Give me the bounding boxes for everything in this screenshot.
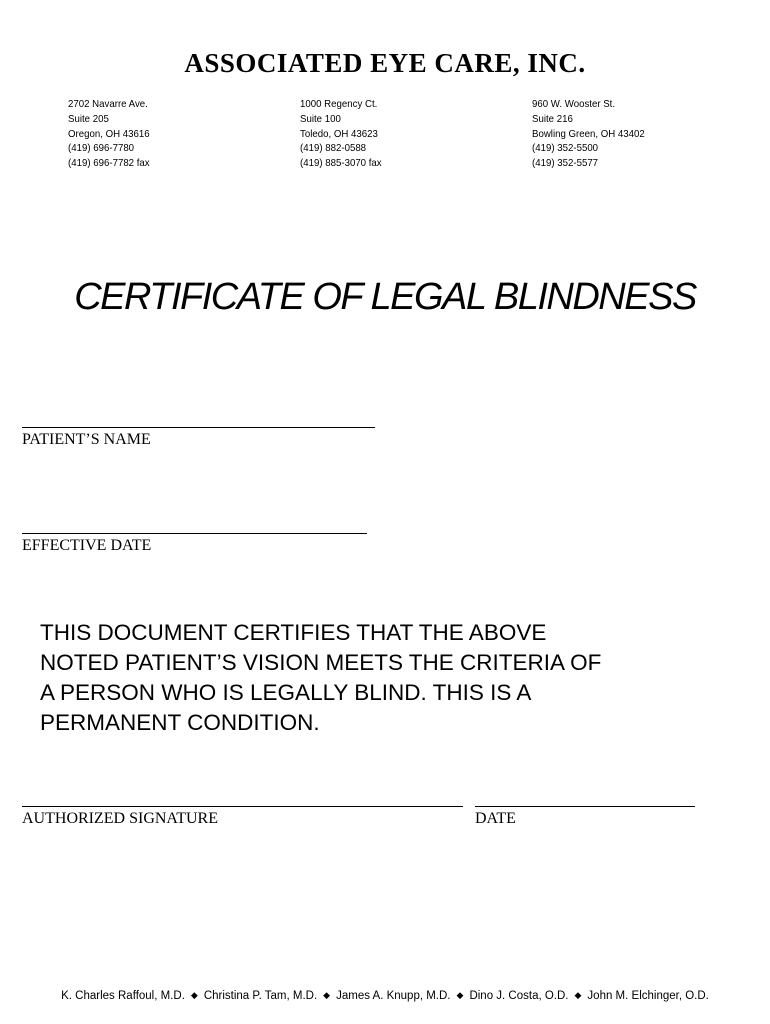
diamond-icon: ◆ <box>456 990 464 1000</box>
company-name: ASSOCIATED EYE CARE, INC. <box>184 48 586 78</box>
statement-line: NOTED PATIENT’S VISION MEETS THE CRITERIA OF <box>40 650 602 675</box>
doctor-name: K. Charles Raffoul, M.D. <box>61 990 185 1002</box>
office-address-bowling-green <box>532 97 645 171</box>
office-address-toledo <box>300 97 382 171</box>
patient-name-label: PATIENT’S NAME <box>22 431 151 448</box>
diamond-icon: ◆ <box>190 990 198 1000</box>
office-fax: (419) 352-5577 <box>532 157 599 170</box>
office-phone: (419) 696-7780 <box>68 142 135 155</box>
statement-line: A PERSON WHO IS LEGALLY BLIND. THIS IS A <box>40 680 532 705</box>
office-city: Oregon, OH 43616 <box>68 127 150 140</box>
office-suite: Suite 100 <box>300 112 341 125</box>
diamond-icon: ◆ <box>574 990 582 1000</box>
signature-label: AUTHORIZED SIGNATURE <box>22 810 218 827</box>
date-label: DATE <box>475 810 516 827</box>
office-street: 2702 Navarre Ave. <box>68 98 148 110</box>
office-suite: Suite 216 <box>532 112 573 125</box>
doctor-name: Dino J. Costa, O.D. <box>469 990 569 1002</box>
doctor-name: Christina P. Tam, M.D. <box>203 990 318 1002</box>
office-fax: (419) 885-3070 fax <box>300 157 382 170</box>
office-street: 1000 Regency Ct. <box>300 98 378 110</box>
effective-date-line[interactable] <box>22 533 367 534</box>
doctors-list <box>0 990 770 1002</box>
certification-statement <box>40 618 740 738</box>
signature-line[interactable] <box>22 806 463 807</box>
office-city: Bowling Green, OH 43402 <box>532 127 645 140</box>
diamond-icon: ◆ <box>323 990 331 1000</box>
office-suite: Suite 205 <box>68 112 109 125</box>
office-phone: (419) 882-0588 <box>300 142 367 155</box>
effective-date-label: EFFECTIVE DATE <box>22 537 152 554</box>
certificate-title: CERTIFICATE OF LEGAL BLINDNESS <box>74 276 696 318</box>
office-phone: (419) 352-5500 <box>532 142 599 155</box>
statement-line: THIS DOCUMENT CERTIFIES THAT THE ABOVE <box>40 620 547 645</box>
office-fax: (419) 696-7782 fax <box>68 157 150 170</box>
office-address-oregon <box>68 97 150 171</box>
date-line[interactable] <box>475 806 695 807</box>
office-street: 960 W. Wooster St. <box>532 98 616 110</box>
statement-line: PERMANENT CONDITION. <box>40 710 320 735</box>
patient-name-line[interactable] <box>22 427 375 428</box>
office-city: Toledo, OH 43623 <box>300 127 378 140</box>
doctor-name: John M. Elchinger, O.D. <box>587 990 709 1002</box>
doctor-name: James A. Knupp, M.D. <box>336 990 451 1002</box>
